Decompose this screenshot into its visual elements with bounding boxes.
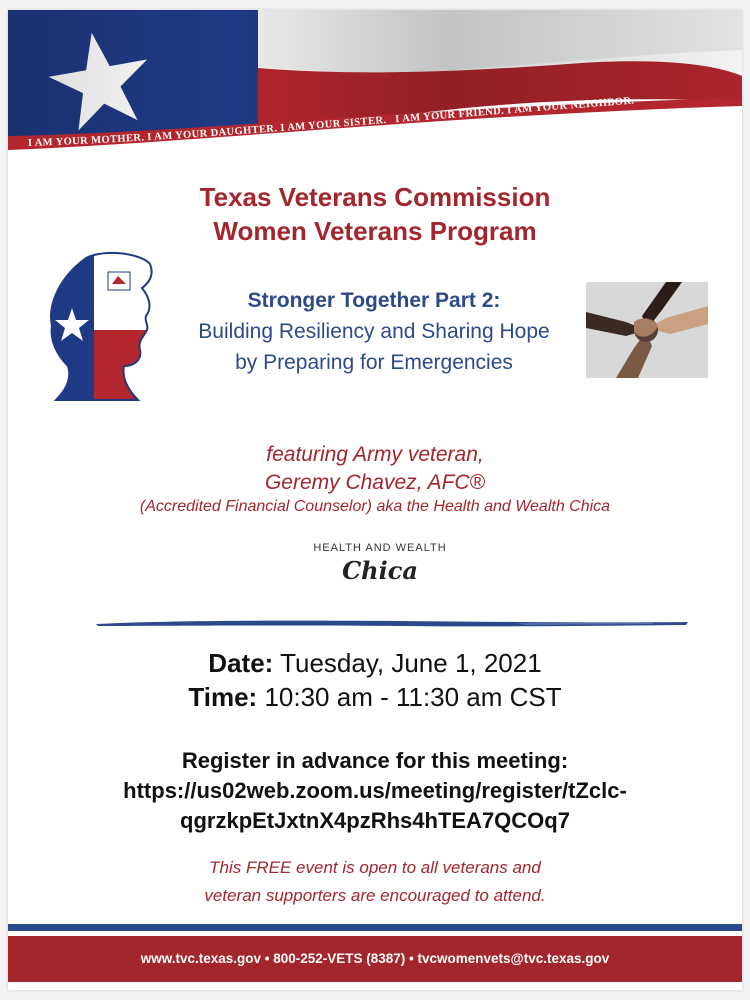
footer-blue-stripe <box>8 924 742 931</box>
event-subtitle-bold: Stronger Together Part 2: <box>247 289 501 312</box>
logo-top-text: HEALTH AND WEALTH <box>313 542 447 554</box>
date-label: Date: <box>208 648 274 678</box>
date-value: Tuesday, June 1, 2021 <box>273 648 542 678</box>
linked-hands-image <box>586 282 708 378</box>
register-link-part1[interactable]: https://us02web.zoom.us/meeting/register/tZclc- <box>123 778 627 803</box>
register-link-part2[interactable]: qgrzkpEtJxtnX4pzRhs4hTEA7QCOq7 <box>180 808 570 833</box>
footer-contact: www.tvc.texas.gov • 800-252-VETS (8387) • tvcwomenvets@tvc.texas.gov <box>140 951 610 966</box>
featuring-line1: featuring Army veteran, <box>266 443 484 466</box>
time-value: 10:30 am - 11:30 am CST <box>257 682 562 712</box>
banner-slogan-right: I AM YOUR FRIEND. I AM YOUR NEIGHBOR. <box>394 95 635 126</box>
event-subtitle-line3: by Preparing for Emergencies <box>235 351 513 374</box>
featuring-credentials: (Accredited Financial Counselor) aka the Health and Wealth Chica <box>139 498 611 515</box>
org-title: Texas Veterans Commission <box>199 182 551 212</box>
time-label: Time: <box>188 682 258 712</box>
flyer-page <box>8 10 742 990</box>
brush-stroke-divider <box>96 616 688 630</box>
register-heading: Register in advance for this meeting: <box>181 748 569 773</box>
event-subtitle-line2: Building Resiliency and Sharing Hope <box>198 320 550 343</box>
health-wealth-chica-logo <box>298 540 462 596</box>
notice-line2: veteran supporters are encouraged to attend. <box>204 886 546 905</box>
texas-flag-banner <box>8 10 742 170</box>
featuring-speaker: Geremy Chavez, AFC® <box>264 471 486 494</box>
program-title: Women Veterans Program <box>213 216 537 246</box>
event-date <box>8 646 742 680</box>
woman-veteran-silhouette-icon <box>46 250 158 408</box>
notice-line1: This FREE event is open to all veterans and <box>209 858 541 877</box>
banner-slogan-left: I AM YOUR MOTHER. I AM YOUR DAUGHTER. I AM YOUR SISTER. <box>27 114 387 150</box>
logo-script-text: Chica <box>342 556 418 585</box>
event-time <box>8 680 742 714</box>
